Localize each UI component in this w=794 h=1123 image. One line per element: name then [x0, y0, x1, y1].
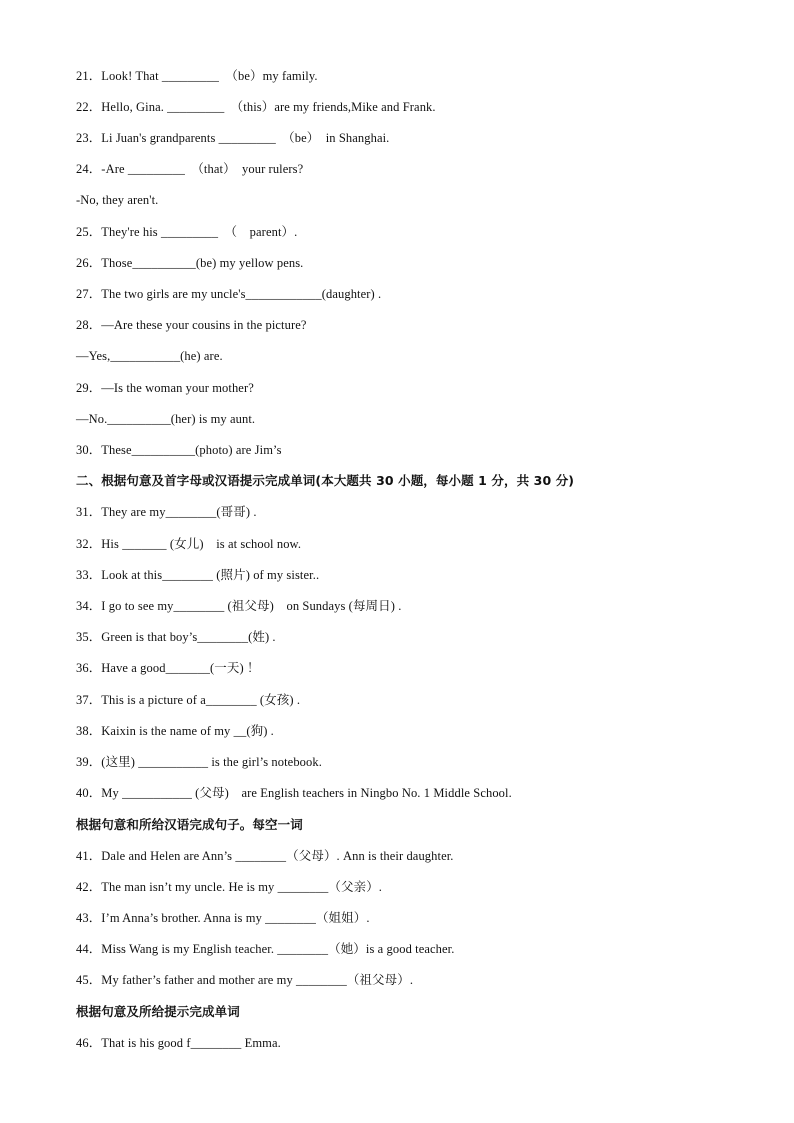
question-36: 36．Have a good_______(一天) ！	[76, 661, 260, 675]
question-46: 46．That is his good f________ Emma.	[76, 1036, 281, 1050]
question-31: 31．They are my________(哥哥) .	[76, 505, 257, 519]
question-40: 40．My ___________ (父母) are English teachers in Ningbo No. 1 Middle School.	[76, 786, 512, 800]
question-45: 45．My father’s father and mother are my ________（祖父母）.	[76, 973, 414, 987]
question-25: 25．They're his _________ （ parent）.	[76, 225, 298, 239]
section-heading-4: 根据句意及所给提示完成单词	[76, 1004, 240, 1019]
question-32: 32．His _______ (女儿) is at school now.	[76, 537, 302, 551]
question-24: 24．-Are _________ （that） your rulers?	[76, 162, 304, 176]
question-30: 30．These__________(photo) are Jim’s	[76, 443, 282, 457]
question-21: 21．Look! That _________ （be）my family.	[76, 69, 318, 83]
question-23: 23．Li Juan's grandparents _________ （be） in Shanghai.	[76, 131, 390, 145]
question-29-answer: —No.__________(her) is my aunt.	[76, 412, 256, 426]
section-heading-3: 根据句意和所给汉语完成句子。每空一词	[76, 817, 303, 832]
section-heading-2: 二、根据句意及首字母或汉语提示完成单词(本大题共 30 小题，每小题 1 分，共 30 分)	[76, 473, 575, 488]
question-29: 29．—Is the woman your mother?	[76, 381, 254, 395]
question-35: 35．Green is that boy’s________(姓) .	[76, 630, 276, 644]
question-37: 37．This is a picture of a________ (女孩) .	[76, 693, 301, 707]
question-44: 44．Miss Wang is my English teacher. ________（她）is a good teacher.	[76, 942, 455, 956]
question-42: 42．The man isn’t my uncle. He is my ________（父亲）.	[76, 880, 383, 894]
question-39: 39．(这里) ___________ is the girl’s notebook.	[76, 755, 322, 769]
question-27: 27．The two girls are my uncle's____________(daughter) .	[76, 287, 382, 301]
question-34: 34．I go to see my________ (祖父母) on Sundays (每周日) .	[76, 599, 402, 613]
question-38: 38．Kaixin is the name of my __(狗) .	[76, 724, 274, 738]
question-22: 22．Hello, Gina. _________ （this）are my friends,Mike and Frank.	[76, 100, 436, 114]
question-28-answer: —Yes,___________(he) are.	[76, 349, 223, 363]
question-33: 33．Look at this________ (照片) of my sister..	[76, 568, 320, 582]
question-24-answer: -No, they aren't.	[76, 193, 159, 207]
question-26: 26．Those__________(be) my yellow pens.	[76, 256, 304, 270]
question-41: 41．Dale and Helen are Ann’s ________（父母）. Ann is their daughter.	[76, 849, 454, 863]
question-28: 28．—Are these your cousins in the picture?	[76, 318, 307, 332]
question-43: 43．I’m Anna’s brother. Anna is my ________（姐姐）.	[76, 911, 370, 925]
